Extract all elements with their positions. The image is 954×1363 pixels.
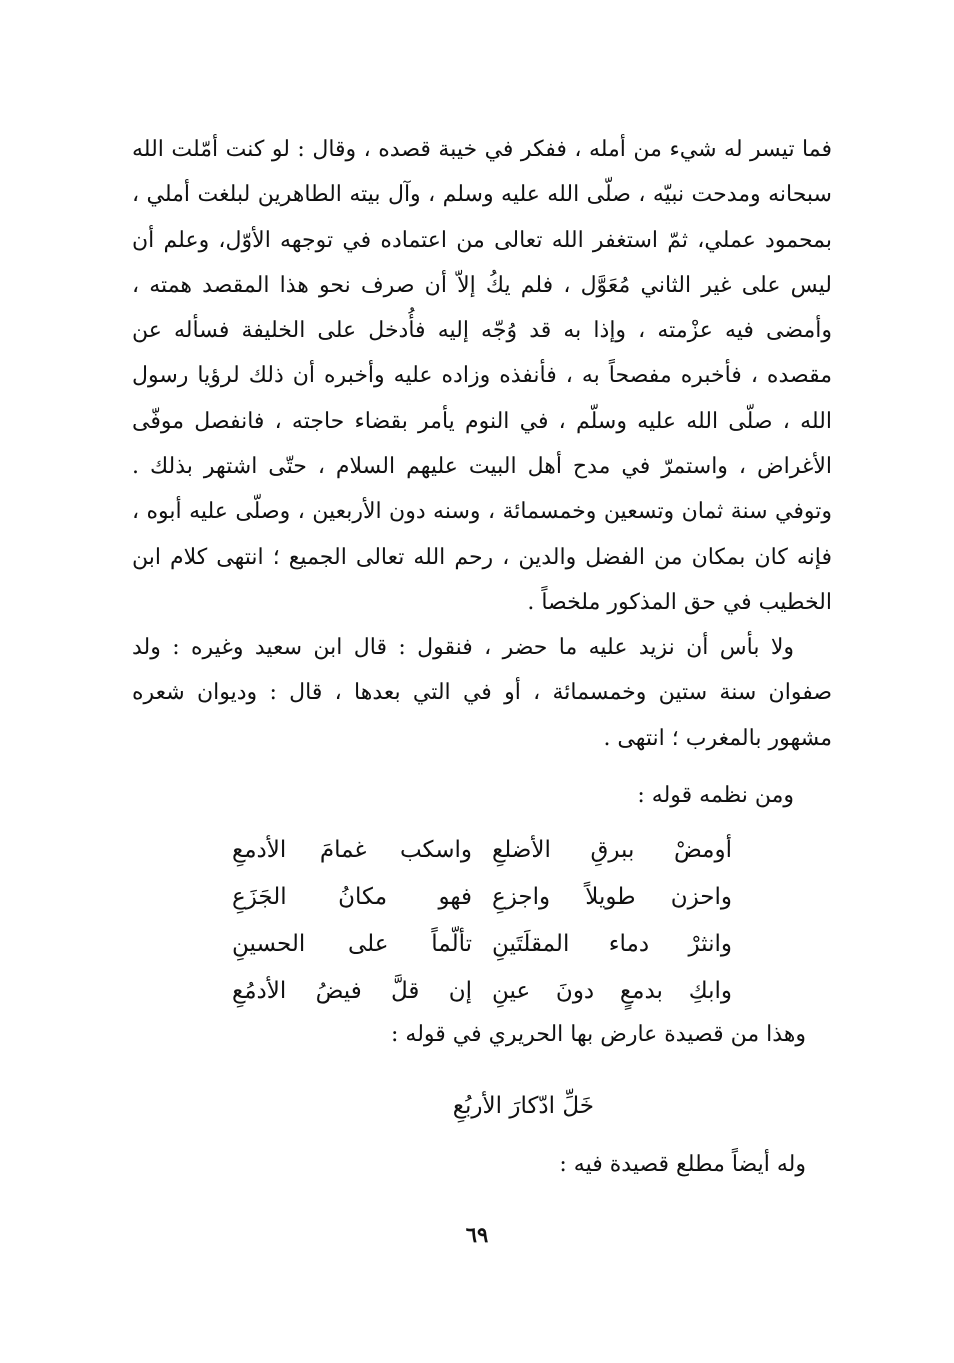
paragraph-ibn-said-addition bbox=[132, 625, 832, 761]
hariri-reference-line: وهذا من قصيدة عارض بها الحريري في قوله : bbox=[391, 1022, 806, 1047]
poem-verse bbox=[232, 874, 732, 921]
verse-first-hemistich: وانثرْ دماء المقلَتَينِ bbox=[492, 931, 732, 957]
page-number: ٦٩ bbox=[465, 1222, 489, 1247]
paragraph-text: ومن نظمه قوله : bbox=[637, 783, 794, 808]
paragraph-text: فما تيسر له شيء من أمله ، ففكر في خيبة قصده ، وقال : لو كنت أمّلت الله سبحانه ومدحت نبيّه ، صلّى الله عليه وسلم ، وآل بيته الطاهرين لبلغت أملي ، بمحمود عملي، ثمّ استغفر الله تعالى من اعتماده في توجهه الأوّل، وعلم أن ليس على غير الثاني مُعَوَّل ، فلم يكُ إلاّ أن صرف نحو هذا المقصد همته ، وأمضى فيه عزْمته ، وإذا به قد وُجّه إليه فأُدخل على الخليفة فسأله عن مقصده ، فأخبره مفصحاً به ، فأنفذه وزاده عليه وأخبره أن ذلك لرؤيا رسول الله ، صلّى الله عليه وسلّم ، في النوم يأمر بقضاء حاجته ، فانفصل موفّى الأغراض ، واستمرّ في مدح أهل البيت عليهم السلام ، حتّى اشتهر بذلك . وتوفي سنة ثمان وتسعين وخمسمائة ، وسنه دون الأربعين ، وصلّى عليه أبوه ، فإنه كان بمكان من الفضل والدين ، رحم الله تعالى الجميع ؛ انتهى كلام ابن الخطيب في حق المذكور ملخصاً . bbox=[132, 137, 832, 615]
verse-second-hemistich: إن قلَّ فيضُ الأدمُعِ bbox=[232, 978, 472, 1004]
quoted-hemistich: خَلِّ ادّكارَ الأربُعِ bbox=[452, 1093, 594, 1119]
poem-verses bbox=[232, 827, 732, 1015]
verse-first-hemistich: أومضْ ببرقِ الأضلعِ bbox=[492, 837, 732, 863]
poem-verse bbox=[232, 968, 732, 1015]
paragraph-text: ولا بأس أن نزيد عليه ما حضر ، فنقول : قال ابن سعيد وغيره : ولد صفوان سنة ستين وخمسمائة ، أو في التي بعدها ، قال : وديوان شعره مشهور بالمغرب ؛ انتهى . bbox=[132, 635, 832, 751]
poem-verse bbox=[232, 921, 732, 968]
poem-introduction bbox=[132, 773, 832, 818]
poem-verse bbox=[232, 827, 732, 874]
verse-second-hemistich: تألّماً على الحسينِ bbox=[232, 931, 472, 957]
paragraph-ibn-al-khatib-quote bbox=[132, 127, 832, 625]
verse-second-hemistich: واسكب غمامَ الأدمعِ bbox=[232, 837, 472, 863]
verse-first-hemistich: وابكِ بدمعٍ دونَ عينِ bbox=[492, 978, 732, 1004]
verse-first-hemistich: واحزن طويلاً واجزعِ bbox=[492, 884, 732, 910]
verse-second-hemistich: فهو مكانُ الجَزَعِ bbox=[232, 884, 472, 910]
another-poem-introduction: وله أيضاً مطلع قصيدة فيه : bbox=[559, 1152, 806, 1177]
